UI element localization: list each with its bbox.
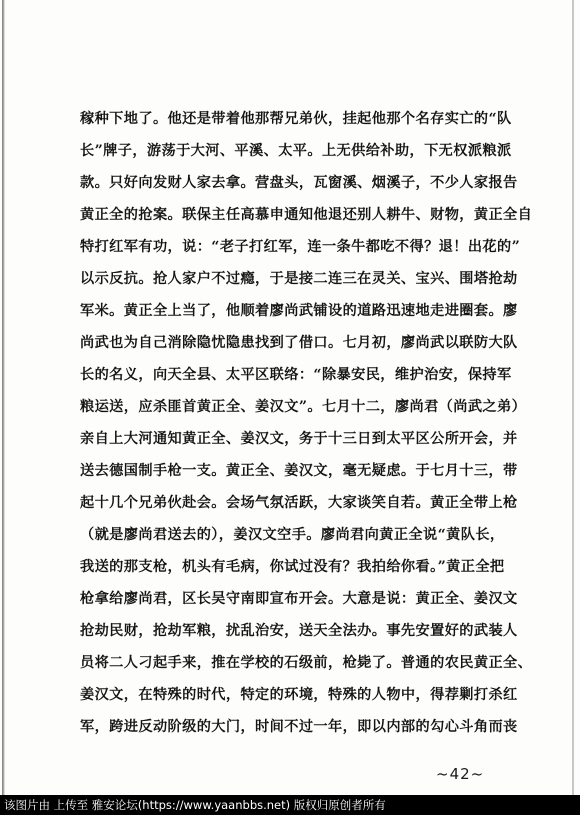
text-line: 亲自上大河通知黄正全、姜汉文，务于十三日到太平区公所开会，并 <box>80 431 518 447</box>
text-line: 尚武也为自己消除隐忧隐患找到了借口。七月初，廖尚武以联防大队 <box>80 335 518 351</box>
text-line: 起十几个兄弟伙赴会。会场气氛活跃，大家谈笑自若。黄正全带上枪 <box>80 495 518 511</box>
text-line: 枪拿给廖尚君，区长吴守南即宣布开会。大意是说：黄正全、姜汉文 <box>80 591 518 607</box>
text-line: 员将二人刁起手来，推在学校的石级前，枪毙了。普通的农民黄正全、 <box>80 655 532 671</box>
text-line: 送去德国制手枪一支。黄正全、姜汉文，毫无疑虑。于七月十三，带 <box>80 463 518 479</box>
text-line: （就是廖尚君送去的），姜汉文空手。廖尚君向黄正全说“黄队长， <box>80 527 505 543</box>
text-line: 军，跨进反动阶级的大门，时间不过一年，即以内部的勾心斗角而丧 <box>80 719 518 735</box>
text-line: 黄正全的抢案。联保主任高慕申通知他退还别人耕牛、财物，黄正全自 <box>80 207 532 223</box>
watermark-footer <box>0 795 580 815</box>
text-line: 长的名义，向天全县、太平区联络：“除暴安民，维护治安，保持军 <box>80 367 512 383</box>
text-line: 以示反抗。抢人家户不过瘾，于是接二连三在灵关、宝兴、围塔抢劫 <box>80 271 518 287</box>
text-line: 我送的那支枪，机头有毛病，你试过没有？我拍给你看。”黄正全把 <box>80 559 505 575</box>
text-line: 特打红军有功，说：“老子打红军，连一条牛都吃不得？退！出花的” <box>80 239 521 255</box>
text-line: 抢劫民财，抢劫军粮，扰乱治安，送天全法办。事先安置好的武装人 <box>80 623 518 639</box>
text-line: 长”牌子，游荡于大河、平溪、太平。上无供给补助，下无权派粮派 <box>80 143 512 159</box>
text-line: 姜汉文，在特殊的时代，特定的环境，特殊的人物中，得荐剿打杀红 <box>80 687 518 703</box>
page-number: ~42~ <box>436 765 485 783</box>
scan-edge-left <box>2 0 5 795</box>
text-line: 粮运送，应杀匪首黄正全、姜汉文”。七月十二，廖尚君（尚武之弟） <box>80 399 527 415</box>
text-line: 军米。黄正全上当了，他顺着廖尚武铺设的道路迅速地走进圈套。廖 <box>80 303 518 319</box>
text-line: 款。只好向发财人家去拿。营盘头，瓦窗溪、烟溪子，不少人家报告 <box>80 175 518 191</box>
body-text <box>80 103 532 743</box>
text-line: 稼种下地了。他还是带着他那帮兄弟伙，挂起他那个名存实亡的“队 <box>80 111 512 127</box>
scan-edge-right <box>572 0 574 795</box>
footer-text: 该图片由 上传至 雅安论坛(https://www.yaanbbs.net) 版权归原创者所有 <box>4 798 386 812</box>
